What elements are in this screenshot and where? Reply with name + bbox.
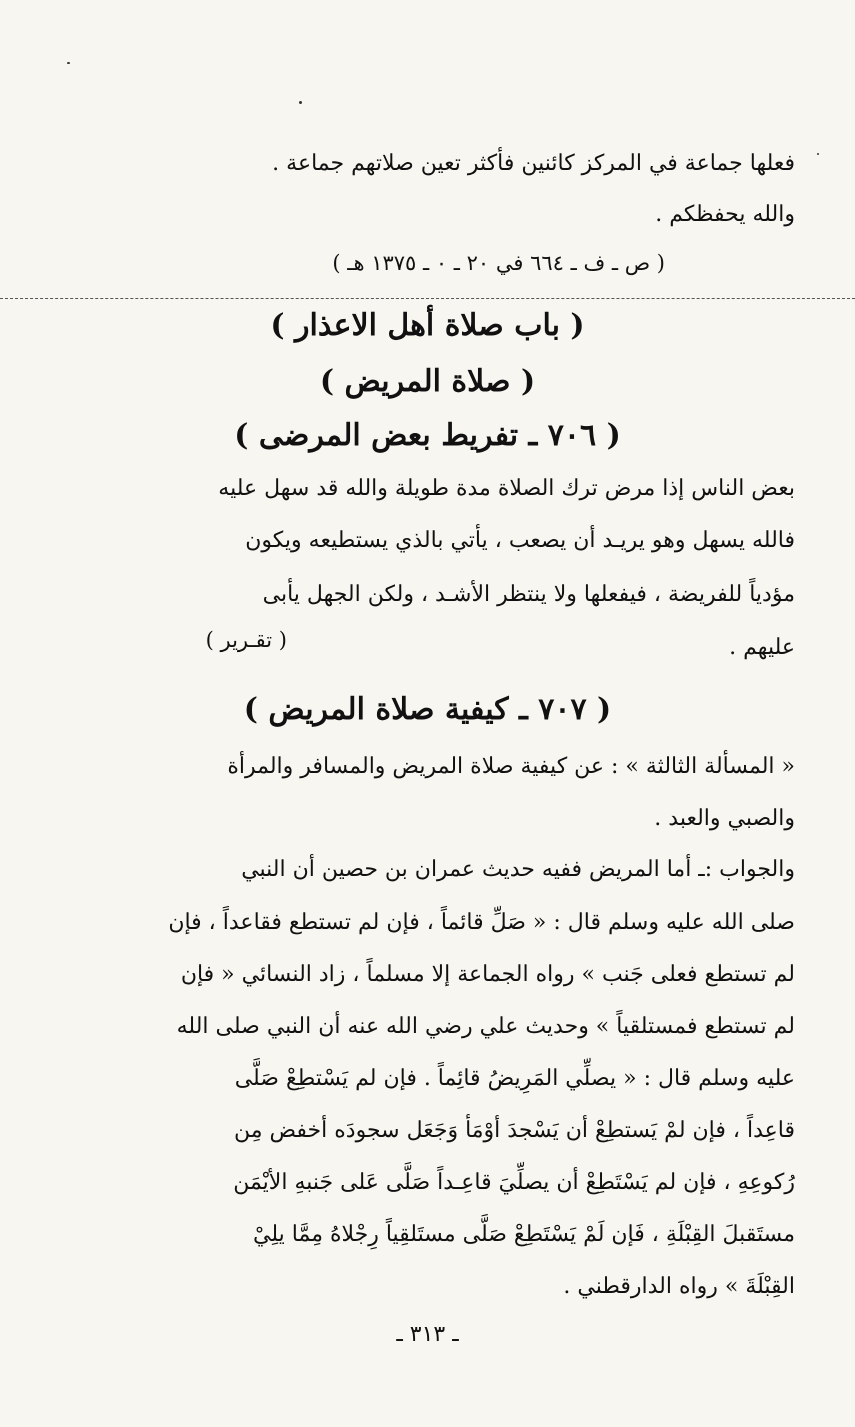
answer-line: رُكوعِهِ ، فإن لم يَسْتَطِعْ أن يصلِّيَ قاعِـداً صَلَّى عَلى جَنبهِ الأيْمَن <box>233 1170 795 1195</box>
item-706-line: مؤدياً للفريضة ، فيفعلها ولا ينتظر الأشـد ، ولكن الجهل يأبى <box>262 582 795 607</box>
answer-line: والجواب :ـ أما المريض ففيه حديث عمران بن حصين أن النبي <box>241 857 795 882</box>
scan-speck <box>299 101 302 104</box>
chapter-heading: ( باب صلاة أهل الاعذار ) <box>270 308 585 343</box>
question-line: والصبي والعبد . <box>654 806 795 831</box>
item-706-line: بعض الناس إذا مرض ترك الصلاة مدة طويلة والله قد سهل عليه <box>218 476 795 501</box>
item-706-reference: ( تقـرير ) <box>205 628 287 652</box>
question-line: « المسألة الثالثة » : عن كيفية صلاة المريض والمسافر والمرأة <box>227 754 795 779</box>
answer-line: قاعِداً ، فإن لمْ يَستطِعْ أن يَسْجدَ أوْمَأ وَجَعَل سجودَه أخفض مِن <box>233 1118 795 1143</box>
item-706-line: فالله يسهل وهو يريـد أن يصعب ، يأتي بالذي يستطيعه ويكون <box>245 528 795 553</box>
answer-line: القِبْلَةَ » رواه الدارقطني . <box>563 1274 795 1299</box>
intro-line: والله يحفظكم . <box>655 202 795 227</box>
answer-line: صلى الله عليه وسلم قال : « صَلِّ قائماً ، فإن لم تستطع فقاعداً ، فإن <box>168 910 795 935</box>
item-706-line: عليهم . <box>729 635 795 660</box>
answer-line: مستَقبلَ القِبْلَةِ ، فَإن لَمْ يَسْتَطِعْ صَلَّى مستَلقِياً رِجْلاهُ مِمَّا يلِيْ <box>253 1222 795 1247</box>
intro-reference: ( ص ـ ف ـ ٦٦٤ في ٢٠ ـ ٠ ـ ١٣٧٥ هـ ) <box>332 251 665 275</box>
section-heading: ( صلاة المريض ) <box>319 364 536 399</box>
item-706-heading: ( ٧٠٦ ـ تفريط بعض المرضى ) <box>234 418 621 453</box>
answer-line: لم تستطع فمستلقياً » وحديث علي رضي الله عنه أن النبي صلى الله <box>176 1014 795 1039</box>
page-number: ـ ٣١٣ ـ <box>396 1322 459 1347</box>
answer-line: عليه وسلم قال : « يصلِّي المَرِيضُ قائِماً . فإن لم يَسْتطِعْ صَلَّى <box>234 1066 795 1091</box>
scan-speck <box>817 153 819 155</box>
divider-line <box>0 298 855 299</box>
item-707-heading: ( ٧٠٧ ـ كيفية صلاة المريض ) <box>243 692 612 727</box>
answer-line: لم تستطع فعلى جَنب » رواه الجماعة إلا مسلماً ، زاد النسائي « فإن <box>180 962 795 987</box>
intro-line: فعلها جماعة في المركز كائنين فأكثر تعين صلاتهم جماعة . <box>272 151 795 176</box>
scan-speck <box>67 62 70 64</box>
